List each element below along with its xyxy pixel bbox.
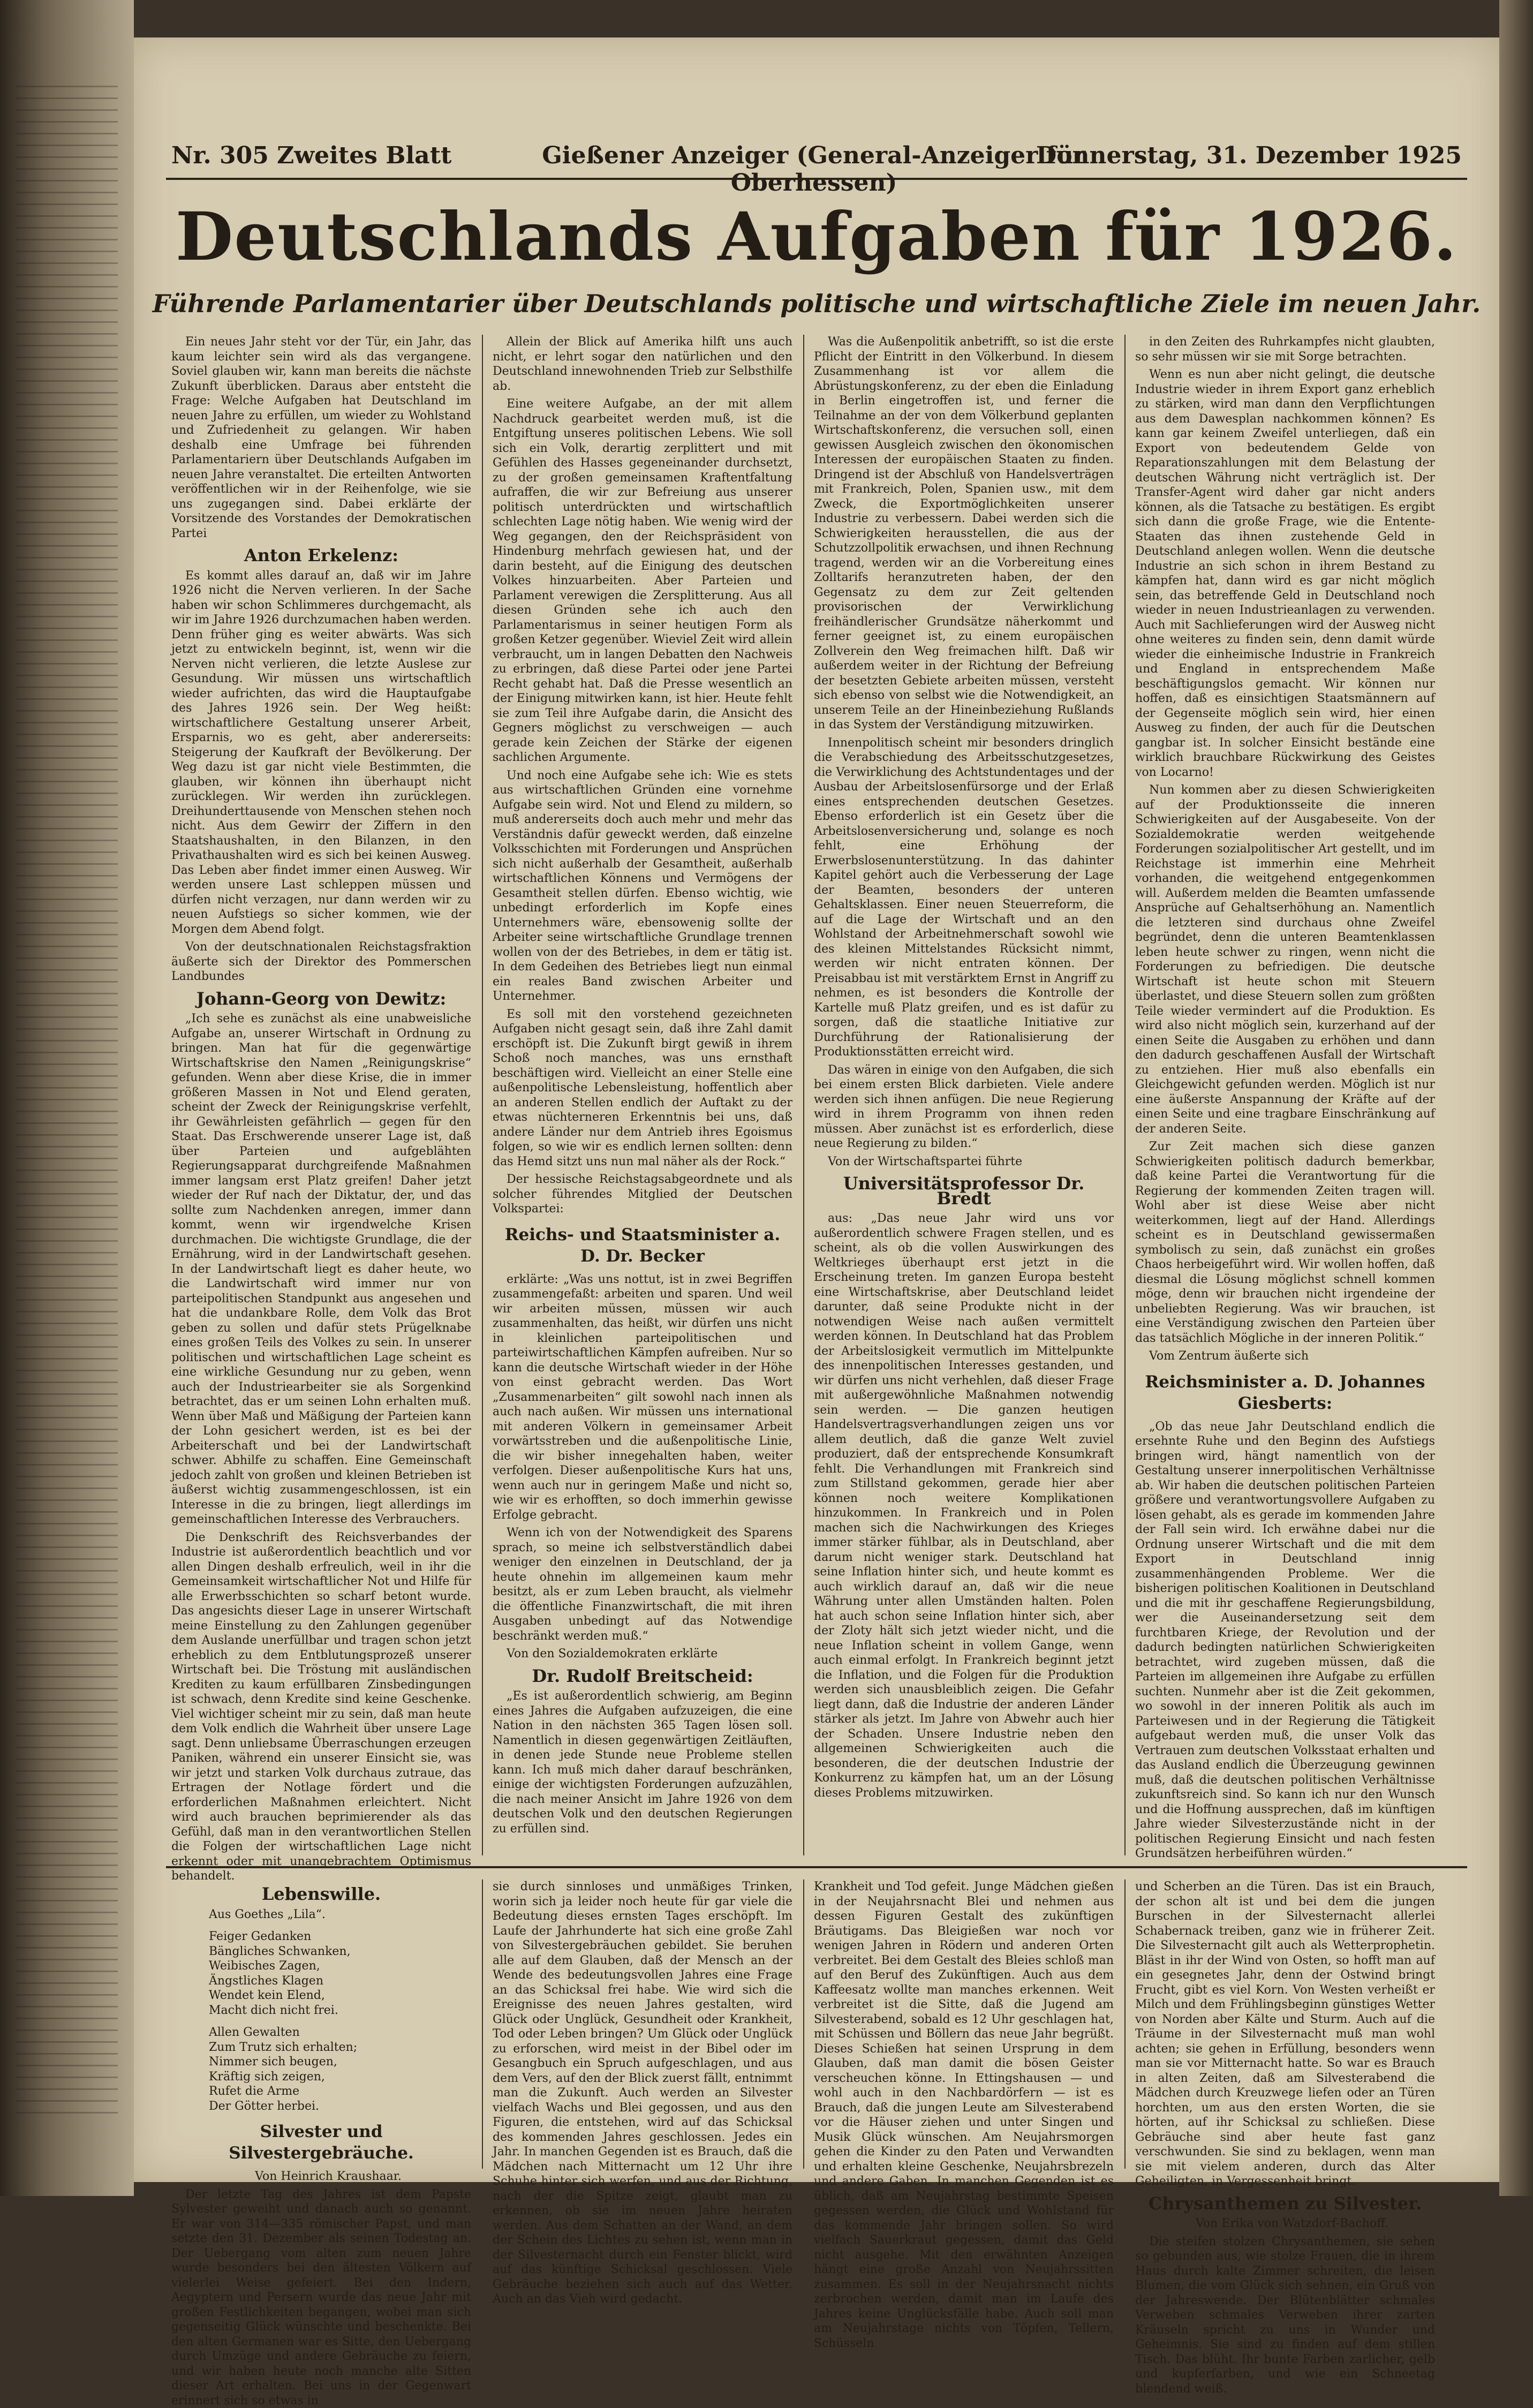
transition-text: Vom Zentrum äußerte sich: [1135, 1349, 1435, 1364]
issue-date: Donnerstag, 31. Dezember 1925: [1036, 142, 1462, 169]
transition-text: Von der Wirtschaftspartei führte: [814, 1154, 1114, 1169]
header-rule: [166, 178, 1467, 180]
article-column-4: [1135, 335, 1435, 1855]
article-text: Nun kommen aber zu diesen Schwierigkeiten auf der Produktionsseite die inneren Schwierigkeiten auf der Ausgabeseite. Von der Sozialdemokratie werden weitgehende Forderungen sozialpolitischer Art gestellt, und im Reichstage ist immerhin eine Mehrheit vorhanden, die weitgehend entgegenkommen will. Außerdem melden die Beamten umfassende Ansprüche auf Gehaltserhöhung an. Namentlich die letzteren sind durchaus ohne Zweifel begründet, denn die unteren Beamtenklassen leben heute schwer zu ringen, wenn nicht die Forderungen zu befriedigen. Die deutsche Wirtschaft ist heute schon mit Steuern überlastet, und diese Steuern sollen zum größten Teile wieder vermindert auf die Produktion. Es wird also nicht möglich sein, kurzerhand auf der einen Seite die Ausgaben zu erhöhen und dann den dadurch geschaffenen Ausfall der Wirtschaft zu entziehen. Hier muß also ebenfalls ein Gleichgewicht gefunden werden. Möglich ist nur eine äußerste Anspannung der Kräfte auf der einen Seite und eine tragbare Einschränkung auf der anderen Seite.: [1135, 783, 1435, 1136]
speaker-name: Reichsminister a. D. Johannes Giesberts:: [1135, 1371, 1435, 1414]
author-byline: Von Erika von Watzdorf-Bachoff.: [1135, 2216, 1435, 2231]
speaker-name: Universitätsprofessor Dr. Bredt: [814, 1176, 1114, 1206]
adjacent-page-edge: [0, 0, 134, 2196]
column-divider: [1124, 335, 1126, 1855]
speaker-statement: „Ob das neue Jahr Deutschland endlich die ersehnte Ruhe und den Beginn des Aufstiegs bringen wird, hängt namentlich von der Gestaltung unserer innerpolitischen Verhältnisse ab. Wir haben die deutschen politischen Parteien größere und verantwortungsvollere Aufgaben zu lösen gehabt, als es gerade im kommenden Jahre der Fall sein wird. Ich erwähne dabei nur die Ordnung unserer Wirtschaft und die mit dem Export in Deutschland innig zusammenhängenden Probleme. Wer die bisherigen politischen Koalitionen in Deutschland und die mit ihr geschaffene Regierungsbildung, wer die Auseinandersetzung seit dem furchtbaren Kriege, der Revolution und der dadurch bedingten natürlichen Schwierigkeiten betrachtet, wird zugeben müssen, daß die Parteien im allgemeinen ihre Aufgabe zu erfüllen suchten. Nunmehr aber ist die Zeit gekommen, wo sowohl in der inneren Politik als auch im Parteiwesen und in der Regierung die Tätigkeit aufgebaut werden muß, die unser Volk das Vertrauen zum deutschen Volksstaat erhalten und das Ausland endlich die Überzeugung gewinnen muß, daß die deutschen politischen Verhältnisse zukunftsreich sind. So kann ich nur den Wunsch und die Hoffnung aussprechen, daß im künftigen Jahre wieder Silvesterzustände nicht in der politischen Regierung Einsicht und nach festen Grundsätzen herbeiführen würden.“: [1135, 1420, 1435, 1861]
feuilleton-column-3: [814, 1879, 1114, 2169]
article-text: und Scherben an die Türen. Das ist ein Brauch, der schon alt ist und bei dem die jungen Burschen in der Silvesternacht allerlei Schabernack treiben, ganz wie in früherer Zeit. Die Silvesternacht gilt auch als Wetterprophetin. Bläst in ihr der Wind von Osten, so hofft man auf ein gesegnetes Jahr, denn der Ostwind bringt Frucht, gibt es viel Korn. Von Westen verheißt er Milch und dem Frühlingsbeginn günstiges Wetter von Norden aber Kälte und Sturm. Auch auf die Träume in der Silvesternacht muß man wohl achten; sie gehen in Erfüllung, besonders wenn man sie vor Mitternacht hatte. So war es Brauch in alten Zeiten, daß am Silvesterabend die Mädchen durch Kreuzwege liefen oder an Türen horchten, um aus den ersten Worten, die sie hörten, auf ihr Schicksal zu schließen. Diese Gebräuche sind aber heute fast ganz verschwunden. Sie sind zu beklagen, wenn man sie mit vielem anderen, durch das Alter Geheiligten, in Vergessenheit bringt.: [1135, 1879, 1435, 2189]
article-column-1: [171, 335, 471, 1855]
speaker-statement: Es kommt alles darauf an, daß wir im Jahre 1926 nicht die Nerven verlieren. In der Sache haben wir schon Schlimmeres durchgemacht, als wir im Jahre 1926 durchzumachen haben werden. Denn früher ging es weiter abwärts. Was sich jetzt zu entwickeln beginnt, ist, wenn wir die Nerven nicht verlieren, die letzte Auslese zur Gesundung. Wir müssen uns wirtschaftlich wieder aufrichten, das wird die Hauptaufgabe des Jahres 1926 sein. Der Weg heißt: wirtschaftlichere Gestaltung unserer Arbeit, Ersparnis, wo es geht, aber andererseits: Steigerung der Kaufkraft der Bevölkerung. Der Weg dazu ist gar nicht viele Bestimmten, die glauben, wir können ihn überhaupt nicht zurücklegen. Wir werden ihn zurücklegen. Dreihunderttausende von Menschen stehen noch nicht. Aus dem Gewirr der Ziffern in den Staatshaushalten, in den Bilanzen, in den Privathaushalten wird es sich bei keinen Ausweg. Das Leben aber findet immer einen Ausweg. Wir werden unsere Last schleppen müssen und dürfen nicht verzagen, nur dann werden wir zu neuen Aufstiegs so sicher kommen, wie der Morgen dem Abend folgt.: [171, 569, 471, 937]
poem-title: Chrysanthemen zu Silvester.: [1135, 2196, 1435, 2211]
poem-line: Wendet kein Elend,: [209, 1988, 471, 2003]
column-divider: [482, 335, 483, 1855]
headline: Deutschlands Aufgaben für 1926.: [134, 198, 1499, 276]
speaker-statement: Wenn ich von der Notwendigkeit des Sparens sprach, so meine ich selbstverständlich dabei weniger den einzelnen in Deutschland, der ja heute ohnehin im allgemeinen kaum mehr besitzt, als er zum Leben braucht, als vielmehr die öffentliche Finanzwirtschaft, die mit ihren Ausgaben unbedingt auf das Notwendige beschränkt werden muß.“: [493, 1526, 792, 1643]
page-edge: [1499, 0, 1533, 2196]
poem-line: Nimmer sich beugen,: [209, 2055, 471, 2070]
article-text: Der letzte Tag des Jahres ist dem Papste Sylvester geweiht und danach auch so genannt. Er war von 314—335 römischer Papst, und man setzte den 31. Dezember als seinen Todestag an. Der Uebergang vom alten zum neuen Jahre wurde besonders bei den ältesten Völkern auf vielerlei Weise gefeiert. Bei den Indern, Aegyptern und Persern wurde das neue Jahr mit großen Festlichkeiten begangen, wobei man sich gegenseitig Glück wünschte und beschenkte. Bei den alten Germanen war es Sitte, den Uebergang durch Umzüge und andere Gebräuche zu feiern, und wir haben heute noch manche alte Sitten dieser Art erhalten. Bei uns in der Gegenwart erinnert sich so etwas in: [171, 2187, 471, 2408]
column-divider: [803, 335, 804, 1855]
poem-text: Die steifen stolzen Chrysanthemen, sie sehen so gebunden aus, wie stolze Frauen, die in ihrem Haus durch kalte Zimmer schreiten, die leisen Blumen, die vom Glück sich sehnen, ein Gruß von der Jahreswende. Der Blütenblätter schmales Verweben schmales Verweben ihrer zarten Kräuseln spricht zu uns in Wunder und Geheimnis. Sie sind zu finden auf dem stillen Tisch. Das blüht. Ihr bunte Farben zarlicher, gelb und kupferfarben, und wie ein Schneetag blendend weiß.: [1135, 2235, 1435, 2397]
poem: [171, 1907, 471, 2114]
article-text: sie durch sinnloses und unmäßiges Trinken, worin sich ja leider noch heute für gar viele die Bedeutung dieses ernsten Tages erschöpft. Im Laufe der Jahrhunderte hat sich eine große Zahl von Silvestergebräuchen gebildet. Sie beruhen alle auf dem Glauben, daß der Mensch an der Wende des bedeutungsvollen Jahres eine Frage an das Schicksal frei habe. Wie wird sich die Ereignisse des neuen Jahres gestalten, wird Glück oder Unglück, Gesundheit oder Krankheit, Tod oder Leben bringen? Um Glück oder Unglück zu erforschen, wird meist in der Bibel oder im Gesangbuch ein Spruch aufgeschlagen, und aus dem Vers, auf den der Blick zuerst fällt, entnimmt man die Zukunft. Auch werden an Silvester vielfach Wachs und Blei gegossen, und aus den Figuren, die entstehen, wird auf das Schicksal des kommenden Jahres geschlossen. Jedes ein Jahr. In manchen Gegenden ist es Brauch, daß die Mädchen nach Mitternacht um 12 Uhr ihre Schuhe hinter sich werfen, und aus der Richtung, nach der die Spitze zeigt, glaubt man zu erkennen, ob sie im neuen Jahre heiraten werden. Aus dem Schatten an der Wand, an dem der Schein des Lichtes zu sehen ist, wenn man in der Silvesternacht durch ein Fenster blickt, wird auf das künftige Schicksal geschlossen. Viele Gebräuche beziehen sich auch auf das Wetter. Auch an das Vieh wird gedacht.: [493, 1879, 792, 2307]
article-column-2: [493, 335, 792, 1855]
poem-line: Rufet die Arme: [209, 2084, 471, 2099]
feuilleton-rule: [166, 1866, 1467, 1868]
article-intro: Ein neues Jahr steht vor der Tür, ein Jahr, das kaum leichter sein wird als das vergangene. Soviel glauben wir, kann man bereits die nächste Zukunft überblicken. Daraus aber entsteht die Frage: Welche Aufgaben hat Deutschland im neuen Jahre zu erfüllen, um wieder zu Wohlstand und Zufriedenheit zu gelangen. Wir haben deshalb eine Umfrage bei führenden Parlamentariern über Deutschlands Aufgaben im neuen Jahre veranstaltet. Die erteilten Antworten veröffentlichen wir in der Reihenfolge, wie sie uns zugegangen sind. Dabei erklärte der Vorsitzende des Vorstandes der Demokratischen Partei: [171, 335, 471, 541]
newspaper-page: [134, 37, 1499, 2182]
issue-number: Nr. 305 Zweites Blatt: [171, 142, 451, 169]
poem-line: Kräftig sich zeigen,: [209, 2070, 471, 2085]
article-text: Krankheit und Tod gefeit. Junge Mädchen gießen in der Neujahrsnacht Blei und nehmen aus dessen Figuren Gestalt des zukünftigen Bräutigams. Das Bleigießen war noch vor wenigen Jahren in Rödern und anderen Orten verbreitet. Bei dem Gestalt des Bleies schloß man auf den Beruf des Zukünftigen. Auch aus dem Kaffeesatz wollte man manches erkennen. Weit verbreitet ist die Sitte, daß die Jugend am Silvesterabend, sobald es 12 Uhr geschlagen hat, mit Schüssen und Böllern das neue Jahr begrüßt. Dieses Schießen hat seinen Ursprung in dem Glauben, daß man damit die bösen Geister verscheuchen könne. In Ettingshausen — und wohl auch in den Nachbardörfern — ist es Brauch, daß die jungen Leute am Silvesterabend vor die Häuser ziehen und unter Singen und Musik Glück wünschen. Am Neujahrsmorgen gehen die Kinder zu den Paten und Verwandten und erhalten kleine Geschenke, Neujahrsbrezeln und andere Gaben. In manchen Gegenden ist es üblich, daß am Neujahrstag bestimmte Speisen gegessen werden, die Glück und Wohlstand für das kommende Jahr bringen sollen. So wird vielfach Sauerkraut gegessen, damit das Geld nicht ausgehe. Mit den erwähnten Anzeigen hängt eine große Anzahl von Neujahrssitten zusammen. Es soll in der Neujahrsnacht nichts zerbrochen werden, damit man im Laufe des Jahres keine Unglücksfälle habe. Auch soll man am Neujahrstage nichts von Töpfen, Tellern, Schüsseln: [814, 1879, 1114, 2351]
feuilleton-column-2: [493, 1879, 792, 2169]
author-byline: Von Heinrich Kraushaar.: [171, 2169, 471, 2184]
speaker-name: Reichs- und Staatsminister a. D. Dr. Becker: [493, 1224, 792, 1267]
column-divider: [803, 1879, 804, 2169]
feuilleton-column-4: [1135, 1879, 1435, 2169]
adjacent-page-text: [16, 86, 118, 2120]
poem-line: Ängstliches Klagen: [209, 1974, 471, 1989]
column-divider: [1124, 1879, 1126, 2169]
article-text: Eine weitere Aufgabe, an der mit allem Nachdruck gearbeitet werden muß, ist die Entgiftung unseres politischen Lebens. Wie soll sich ein Volk, derartig zerplittert und mit Gefühlen des Hasses gegeneinander durchsetzt, zu der großen gemeinsamen Kraftentfaltung aufraffen, die wir zur Befreiung aus unserer politisch unterdrückten und wirtschaftlich schlechten Lage nötig haben. Wie wenig wird der Weg gegangen, den der Reichspräsident von Hindenburg mehrfach gewiesen hat, und der darin besteht, auf die Einigung des deutschen Volkes hinzuarbeiten. Aber Parteien und Parlament verewigen die Zersplitterung. Aus all diesen Gründen sehe ich auch den Parlamentarismus in seiner heutigen Form als großen Ketzer gegenüber. Wieviel Zeit wird allein verbraucht, um in langen Debatten den Nachweis zu erbringen, daß diese Partei oder jene Partei Recht gehabt hat. Daß die Presse wesentlich an der Einigung mitwirken kann, ist hier. Heute fehlt sie zum Teil ihre Aufgabe darin, die Ansicht des Gegners möglichst zu verschweigen — auch gerade kein Zeichen der Stärke der eigenen sachlichen Argumente.: [493, 397, 792, 765]
speaker-statement: aus: „Das neue Jahr wird uns vor außerordentlich schwere Fragen stellen, und es scheint, als ob die vollen Auswirkungen des Weltkrieges überhaupt erst jetzt in die Erscheinung treten. Im ganzen Europa besteht eine Wirtschaftskrise, aber Deutschland leidet darunter, daß seine Produkte nicht in der notwendigen Weise nach außen vermittelt werden können. In Deutschland hat das Problem der Arbeitslosigkeit vermutlich im Mittelpunkte des innenpolitischen Interesses gestanden, und wir dürfen uns nicht verhehlen, daß dieser Frage mit außergewöhnliche Maßnahmen notwendig sein werden. — Die ganzen heutigen Handelsvertragsverhandlungen zeigen uns vor allem deutlich, daß die ganze Welt zuviel produziert, daß der entsprechende Konsumkraft fehlt. Die Verhandlungen mit Frankreich sind zum Stillstand gekommen, gerade hier aber können noch weitere Komplikationen hinzukommen. In Frankreich und in Polen machen sich die Nachwirkungen des Krieges immer stärker fühlbar, als in Deutschland, aber darum nicht weniger stark. Deutschland hat seine Inflation hinter sich, und heute kommt es auch wirklich darauf an, daß wir die neue Währung unter allen Umständen halten. Polen hat auch schon seine Inflation hinter sich, aber der Zloty hält sich jetzt wieder nicht, und die neue Inflation scheint in vollem Gange, wenn auch einmal erfolgt. In Frankreich beginnt jetzt die Inflation, und die Folgen für die Produktion werden sich unausbleiblich zeigen. Die Gefahr liegt dann, daß die Industrie der anderen Länder stärker als jetzt. Im Jahre von Abwehr auch hier der Schaden. Unsere Industrie neben den allgemeinen Schwierigkeiten auch die besonderen, die der deutschen Industrie der Konkurrenz zu kämpfen hat, um an der Lösung dieses Problems mitzuwirken.: [814, 1211, 1114, 1800]
transition-text: Der hessische Reichstagsabgeordnete und als solcher führendes Mitglied der Deutschen Volkspartei:: [493, 1172, 792, 1217]
article-text: Zur Zeit machen sich diese ganzen Schwierigkeiten politisch dadurch bemerkbar, daß keine Partei die Verantwortung für die Regierung der kommenden Zeiten tragen will. Wohl aber ist diese Weise aber nicht weiterkommen, liegt auf der Hand. Allerdings scheint es in Deutschland gewissermaßen symbolisch zu sein, daß zunächst ein großes Chaos herbeigeführt wird. Wir wollen hoffen, daß diesmal die Lösung möglichst schnell kommen möge, denn wir brauchen nicht irgendeine der unbeliebten Regierung. Was wir brauchen, ist eine Verständigung zwischen den Parteien über das tatsächlich Mögliche in der inneren Politik.“: [1135, 1139, 1435, 1346]
poem-title: Lebenswille.: [171, 1887, 471, 1902]
poem-line: Allen Gewalten: [209, 2025, 471, 2040]
feuilleton-column-1: [171, 1879, 471, 2169]
subheadline: Führende Parlamentarier über Deutschlands politische und wirtschaftliche Ziele im neuen Jahr.: [134, 289, 1499, 318]
poem-line: Bängliches Schwanken,: [209, 1944, 471, 1959]
poem-line: Weibisches Zagen,: [209, 1959, 471, 1974]
article-text: Was die Außenpolitik anbetrifft, so ist die erste Pflicht der Eintritt in den Völkerbund. In diesem Zusammenhang ist vor allem die Abrüstungskonferenz, zu der eben die Einladung in Berlin eingetroffen ist, und ferner die Teilnahme an der von dem Völkerbund geplanten Wirtschaftskonferenz, die versuchen soll, einen gewissen Ausgleich zwischen den ökonomischen Interessen der europäischen Staaten zu finden. Dringend ist der Abschluß von Handelsverträgen mit Frankreich, Polen, Spanien usw., mit dem Zweck, die Exportmöglichkeiten unserer Industrie zu verbessern. Dabei werden sich die Schwierigkeiten herausstellen, die aus der Schutzzollpolitik erwachsen, und ihnen Rechnung tragend, werden wir an die Vorbereitung eines Zolltarifs heranzutreten haben, der den Gegensatz zu dem zur Zeit geltenden provisorischen der Verwirklichung freihändlerischer Grundsätze näherkommt und ferner geeignet ist, zu einem europäischen Zollverein den Weg freimachen hilft. Daß wir außerdem weiter in der Richtung der Befreiung der besetzten Gebiete arbeiten müssen, versteht sich ebenso von selbst wie die Notwendigkeit, an unserem Teile an der Hineinbeziehung Rußlands in das System der Verständigung mitzuwirken.: [814, 335, 1114, 733]
poem-source: Aus Goethes „Lila“.: [209, 1907, 471, 1922]
transition-text: Von der deutschnationalen Reichstagsfraktion äußerte sich der Direktor des Pommerschen Landbundes: [171, 940, 471, 984]
column-divider: [482, 1879, 483, 2169]
poem-line: Macht dich nicht frei.: [209, 2003, 471, 2018]
article-text: Innenpolitisch scheint mir besonders dringlich die Verabschiedung des Arbeitsschutzgesetzes, die Verwirklichung des Achtstundentages und der Ausbau der Arbeitslosenfürsorge und der Erlaß eines entsprechenden deutschen Gesetzes. Ebenso erforderlich ist ein Gesetz über die Arbeitslosenversicherung und, solange es noch fehlt, eine Erhöhung der Erwerbslosenunterstützung. In das dahinter Kapitel gehört auch die Verbesserung der Lage der Beamten, besonders der unteren Gehaltsklassen. Einer neuen Steuerreform, die auf die Lage der Wirtschaft und an den Wohlstand der Arbeitnehmerschaft sowohl wie des kleinen Mittelstandes Rücksicht nimmt, werden wir nicht entraten können. Der Preisabbau ist mit verstärktem Ernst in Angriff zu nehmen, es ist besonders die Kontrolle der Kartelle muß Platz greifen, und es ist dafür zu sorgen, daß die staatliche Initiative zur Durchführung der Rationalisierung der Produktionsstätten erreicht wird.: [814, 736, 1114, 1060]
speaker-statement: Die Denkschrift des Reichsverbandes der Industrie ist außerordentlich beachtlich und vor allen Dingen deshalb erfreulich, weil in ihr die Gemeinsamkeit wirtschaftlicher Not und Hilfe für alle Erwerbsschichten so scharf betont wurde. Das angesichts dieser Lage in unserer Wirtschaft meine Einstellung zu den Zahlungen gegenüber dem Auslande unerfüllbar und tragen schon jetzt erheblich zu dem Entblutungsprozeß unserer Wirtschaft bei. Die Tröstung mit ausländischen Krediten zu kaum erfüllbaren Zinsbedingungen ist schwach, denn Kredite sind keine Geschenke. Viel wichtiger scheint mir zu sein, daß man heute dem Volk endlich die Wahrheit über unsere Lage sagt. Denn unliebsame Überraschungen erzeugen Paniken, während ein unserer Einsicht sie, was wir jetzt und starken Volk durchaus zutraue, das Ertragen der Notlage fördert und die erforderlichen Maßnahmen erleichtert. Nicht wird auch brauchen beprimierender als das Gefühl, daß man in den verantwortlichen Stellen die Folgen der wirtschaftlichen Lage nicht erkennt oder mit unangebrachtem Optimismus behandelt.: [171, 1530, 471, 1884]
speaker-statement: „Ich sehe es zunächst als eine unabweisliche Aufgabe an, unserer Wirtschaft in Ordnung zu bringen. Man hat für die gegenwärtige Wirtschaftskrise den Namen „Reinigungskrise“ gefunden. Wenn aber diese Krise, die in immer größeren Massen in Not und Elend geraten, scheint der Zweck der Reinigungskrise verfehlt, ihr Gewährleisten gefährlich — gegen für den Staat. Das Erschwerende unserer Lage ist, daß über Parteien und aufgeblähten Regierungsapparat durchgreifende Maßnahmen immer langsam erst Platz greifen! Daher jetzt wieder der Ruf nach der Diktatur, der, und das sollte zum Nachdenken anregen, immer dann kommt, wenn wir irgendwelche Krisen durchmachen. Die wichtigste Grundlage, die der Ernährung, wird in der Landwirtschaft gesehen. In der Landwirtschaft liegt es daher heute, wo die Landwirtschaft wird immer nur von parteipolitischen Standpunkt aus angesehen und hat die undankbare Rolle, dem Volk das Brot geben zu sollen und dafür stets Prügelknabe eines großen Teils des Volkes zu sein. In unserer politischen und wirtschaftlichen Lage scheint es eine wirkliche Gesundung nur zu geben, wenn auch der Industriearbeiter sie als Sorgenkind betrachtet, das er um seinen Lohn erhalten muß. Wenn über Maß und Mäßigung der Parteien kann der Lohn gesichert werden, ist es bei der Arbeiterschaft und bei der Landwirtschaft schwer. Abhilfe zu schaffen. Eine Gemeinschaft jedoch zahlt von großen und kleinen Betrieben ist äußerst wichtig zusammengeschlossen, ist ein Interesse in die zu bringen, liegt allerdings im gemeinschaftlichen Interesse des Verbrauchers.: [171, 1011, 471, 1527]
speaker-name: Dr. Rudolf Breitscheid:: [493, 1669, 792, 1684]
article-title: Silvester und Silvestergebräuche.: [171, 2121, 471, 2164]
poem-line: Feiger Gedanken: [209, 1929, 471, 1944]
article-text: Allein der Blick auf Amerika hilft uns auch nicht, er lehrt sogar den natürlichen und den Deutschland innewohnenden Trieb zur Selbsthilfe ab.: [493, 335, 792, 394]
article-text: Und noch eine Aufgabe sehe ich: Wie es stets aus wirtschaftlichen Gründen eine vornehme Aufgabe sein wird. Not und Elend zu mildern, so muß andererseits doch auch mehr und mehr das Verständnis dafür geweckt werden, daß einzelne Volksschichten mit Forderungen und Ansprüchen sich nicht außerhalb der Gesamtheit, außerhalb wirtschaftlichen Könnens und Vermögens der Gesamtheit stellen dürfen. Ebenso wichtig, wie unbedingt erforderlich im Kopfe eines Unternehmers wäre, ebensowenig sollte der Arbeiter seine wirtschaftliche Grundlage trennen wollen von der des Betriebes, in dem er tätig ist. In dem Gedeihen des Betriebes liegt nun einmal ein reales Band zwischen Arbeiter und Unternehmer.: [493, 768, 792, 1004]
article-text: Das wären in einige von den Aufgaben, die sich bei einem ersten Blick darbieten. Viele andere werden sich ihnen anfügen. Die neue Regierung wird in ihrem Programm von ihnen reden müssen. Aber zunächst ist es erforderlich, diese neue Regierung zu bilden.“: [814, 1063, 1114, 1151]
article-column-3: [814, 335, 1114, 1855]
article-text: in den Zeiten des Ruhrkampfes nicht glaubten, so sehr müssen wir sie mit Sorge betrachten.: [1135, 335, 1435, 364]
newspaper-name: Gießener Anzeiger (General-Anzeiger für Oberhessen): [519, 142, 1108, 197]
speaker-statement: „Es ist außerordentlich schwierig, am Beginn eines Jahres die Aufgaben aufzuzeigen, die eine Nation in den nächsten 365 Tagen lösen soll. Namentlich in diesen gegenwärtigen Zeitläuften, in denen jede Stunde neue Probleme stellen kann. Ich muß mich daher darauf beschränken, einige der wichtigsten Forderungen aufzuzählen, die nach meiner Ansicht im Jahre 1926 von dem deutschen Volk und den deutschen Regierungen zu erfüllen sind.: [493, 1689, 792, 1836]
speaker-name: Johann-Georg von Dewitz:: [171, 992, 471, 1007]
article-text: Wenn es nun aber nicht gelingt, die deutsche Industrie wieder in ihrem Export ganz erheblich zu stärken, wird man dann den Verpflichtungen aus dem Dawesplan nachkommen können? Es kann gar keinem Zweifel unterliegen, daß ein Export von bedeutendem Gelde von Reparationszahlungen mit dem Belastung der deutschen Währung nicht verträglich ist. Der Transfer-Agent wird daher gar nicht anders können, als die Tatsache zu bestätigen. Es ergibt sich dann die große Frage, wie die Entente-Staaten das ihnen zustehende Geld in Deutschland anlegen wollen. Wenn die deutsche Industrie an sich schon in ihrem Bestand zu kämpfen hat, dann wird es gar nicht möglich sein, das betreffende Geld in Deutschland noch wieder in neuen Industrieanlagen zu verwenden. Auch mit Sachlieferungen wird der Ausweg nicht ohne weiteres zu finden sein, denn damit würde wieder die einheimische Industrie in Frankreich und England in entsprechendem Maße beschäftigungslos gemacht. Wir können nur hoffen, daß es einsichtigen Staatsmännern auf der Gegenseite möglich sein wird, hier einen Ausweg zu finden, der auch für die Deutschen gangbar ist. In solcher Einsicht bestände eine wirklich brauchbare Rückwirkung des Geistes von Locarno!: [1135, 367, 1435, 780]
article-text: Es soll mit den vorstehend gezeichneten Aufgaben nicht gesagt sein, daß ihre Zahl damit erschöpft ist. Die Zukunft birgt gewiß in ihrem Schoß noch manches, was uns ernsthaft beschäftigen wird. Vielleicht an einer Stelle eine außenpolitische Lebensleistung, hoffentlich aber an anderen Stellen endlich der Auftakt zu der etwas nüchterneren Erkenntnis bei uns, daß andere Länder nur dem Antrieb ihres Egoismus folgen, so wie wir es endlich lernen sollten: denn das Hemd sitzt uns nun mal näher als der Rock.“: [493, 1007, 792, 1169]
transition-text: Von den Sozialdemokraten erklärte: [493, 1647, 792, 1662]
speaker-name: Anton Erkelenz:: [171, 548, 471, 563]
poem-line: Zum Trutz sich erhalten;: [209, 2040, 471, 2055]
speaker-statement: erklärte: „Was uns nottut, ist in zwei Begriffen zusammengefaßt: arbeiten und sparen. Und weil wir arbeiten müssen, müssen wir auch zusammenhalten, das heißt, wir dürfen uns nicht in kleinlichen parteipolitischen und parteiwirtschaftlichen Kämpfen aufreiben. Nur so kann die deutsche Wirtschaft wieder in der Höhe von einst gebracht werden. Das Wort „Zusammenarbeiten“ gilt sowohl nach innen als auch nach außen. Wir müssen uns international mit anderen Völkern in gemeinsamer Arbeit vorwärtsstreben und die außenpolitische Linie, die wir bisher innegehalten haben, weiter verfolgen. Dieser außenpolitische Kurs hat uns, wenn auch nur in geringem Maße und nicht so, wie wir es erhofften, so doch immerhin gewisse Erfolge gebracht.: [493, 1272, 792, 1523]
poem-line: Der Götter herbei.: [209, 2099, 471, 2114]
